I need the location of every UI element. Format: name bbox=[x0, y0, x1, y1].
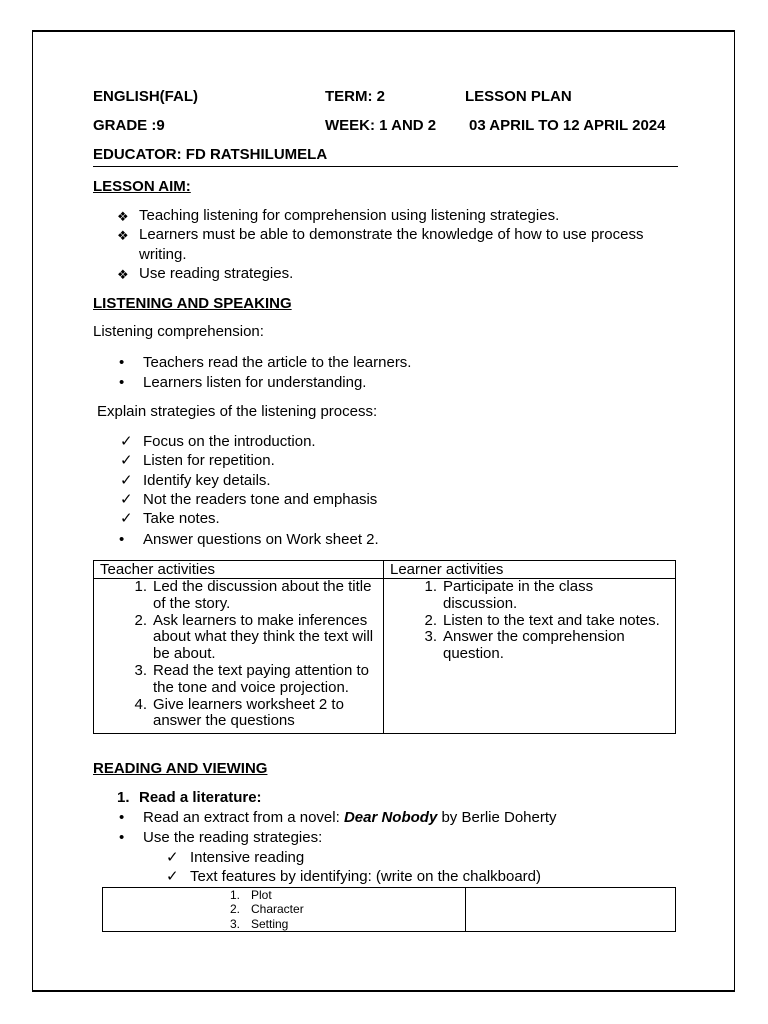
dates-label: 03 APRIL TO 12 APRIL 2024 bbox=[469, 117, 666, 134]
strategy-item-5: Take notes. bbox=[143, 510, 220, 527]
bullet-icon: • bbox=[119, 809, 125, 826]
empty-cell bbox=[466, 888, 676, 932]
reading-item-title: Read a literature: bbox=[139, 789, 262, 806]
teacher-activity-item: 4. Give learners worksheet 2 to answer the questions bbox=[134, 695, 344, 730]
bullet-icon: • bbox=[119, 374, 125, 391]
check-icon: ✓ bbox=[120, 491, 133, 508]
learner-activities-cell bbox=[384, 579, 676, 734]
text-features-table bbox=[102, 887, 676, 932]
novel-title: Dear Nobody bbox=[343, 809, 438, 826]
listening-bullet-1: Teachers read the article to the learners. bbox=[143, 354, 412, 371]
teacher-activities-cell bbox=[94, 579, 384, 734]
activities-table bbox=[93, 560, 676, 734]
extract-line: Read an extract from a novel: Dear Nobody by Berlie Doherty bbox=[143, 809, 557, 826]
listening-intro: Listening comprehension: bbox=[93, 323, 264, 340]
aim-item-2: Learners must be able to demonstrate the knowledge of how to use process bbox=[139, 226, 644, 243]
check-icon: ✓ bbox=[120, 510, 133, 527]
feature-item: 1. Plot bbox=[229, 888, 272, 902]
bullet-icon: • bbox=[119, 531, 125, 548]
week-label: WEEK: 1 AND 2 bbox=[325, 117, 437, 134]
reading-strategy-2: Text features by identifying: (write on the chalkboard) bbox=[190, 868, 542, 885]
listening-bullet-2: Learners listen for understanding. bbox=[143, 374, 367, 391]
teacher-activity-item: 2. Ask learners to make inferences about what they think the text will be about. bbox=[134, 611, 374, 663]
feature-item: 2. Character bbox=[229, 902, 304, 917]
strategy-item-2: Listen for repetition. bbox=[143, 452, 275, 469]
diamond-bullet-icon: ❖ bbox=[117, 228, 129, 243]
diamond-bullet-icon: ❖ bbox=[117, 209, 129, 224]
page-border bbox=[32, 30, 735, 992]
feature-item: 3. Setting bbox=[229, 916, 289, 931]
learner-activity-item: 1. Participate in the class discussion. bbox=[424, 578, 594, 612]
diamond-bullet-icon: ❖ bbox=[117, 267, 129, 282]
header-divider bbox=[93, 166, 678, 167]
check-icon: ✓ bbox=[120, 433, 133, 450]
listening-heading: LISTENING AND SPEAKING bbox=[93, 295, 292, 312]
text-features-cell bbox=[103, 888, 466, 932]
lesson-aim-heading: LESSON AIM: bbox=[93, 178, 191, 195]
strategy-item-4: Not the readers tone and emphasis bbox=[143, 491, 378, 508]
check-icon: ✓ bbox=[120, 472, 133, 489]
doc-type-label: LESSON PLAN bbox=[465, 88, 572, 105]
aim-item-2-cont: writing. bbox=[139, 246, 187, 263]
check-icon: ✓ bbox=[166, 868, 179, 885]
strategies-intro: Explain strategies of the listening process: bbox=[97, 403, 378, 420]
reading-item-number: 1. bbox=[117, 789, 130, 806]
learner-activities-header: Learner activities bbox=[384, 561, 676, 579]
aim-item-1: Teaching listening for comprehension using listening strategies. bbox=[139, 207, 560, 224]
check-icon: ✓ bbox=[120, 452, 133, 469]
reading-heading: READING AND VIEWING bbox=[93, 760, 268, 777]
aim-item-3: Use reading strategies. bbox=[139, 265, 294, 282]
bullet-icon: • bbox=[119, 354, 125, 371]
worksheet-bullet: Answer questions on Work sheet 2. bbox=[143, 531, 379, 548]
strategy-item-1: Focus on the introduction. bbox=[143, 433, 316, 450]
teacher-activity-item: 3. Read the text paying attention to the tone and voice projection. bbox=[134, 661, 369, 696]
learner-activity-item: 2. Listen to the text and take notes. bbox=[424, 611, 660, 629]
reading-strategies-label: Use the reading strategies: bbox=[143, 829, 323, 846]
grade-label: GRADE :9 bbox=[93, 117, 165, 134]
teacher-activities-header: Teacher activities bbox=[94, 561, 384, 579]
learner-activity-item: 3. Answer the comprehension question. bbox=[424, 628, 625, 663]
subject-label: ENGLISH(FAL) bbox=[93, 88, 198, 105]
check-icon: ✓ bbox=[166, 849, 179, 866]
term-label: TERM: 2 bbox=[325, 88, 385, 105]
strategy-item-3: Identify key details. bbox=[143, 472, 271, 489]
reading-strategy-1: Intensive reading bbox=[190, 849, 305, 866]
bullet-icon: • bbox=[119, 829, 125, 846]
educator-label: EDUCATOR: FD RATSHILUMELA bbox=[93, 146, 328, 163]
teacher-activity-item: 1. Led the discussion about the title of the story. bbox=[134, 578, 372, 612]
